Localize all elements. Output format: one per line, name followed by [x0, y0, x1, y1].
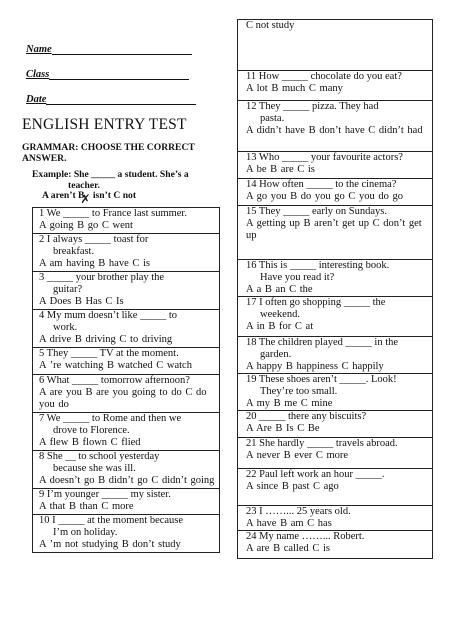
- question-text-continued: work.: [53, 322, 78, 333]
- name-field: [26, 44, 192, 55]
- question-text-continued: drove to Florence.: [53, 425, 130, 436]
- question-text: 17 I often go shopping _____ the: [246, 297, 386, 308]
- example-options-b: isn’t C not: [90, 190, 137, 201]
- question-text: 21 She hardly _____ travels abroad.: [246, 438, 398, 449]
- question-text: 5 They _____ TV at the moment.: [39, 348, 179, 359]
- question-row: [238, 20, 433, 71]
- question-row: [33, 272, 220, 310]
- example-options-a: A aren’t B: [42, 190, 85, 201]
- question-cell: [238, 337, 433, 374]
- question-text: 4 My mum doesn’t like _____ to: [39, 310, 178, 321]
- question-text-continued: weekend.: [260, 309, 300, 320]
- answer-options: A am having B have C is: [39, 258, 150, 269]
- question-text-continued: Have you read it?: [260, 272, 335, 283]
- answer-options: A in B for C at: [246, 321, 314, 332]
- question-text: 15 They _____ early on Sundays.: [246, 206, 387, 217]
- question-text: 9 I’m younger _____ my sister.: [39, 489, 171, 500]
- question-cell: [33, 348, 220, 375]
- answer-options: A that B than C more: [39, 501, 134, 512]
- question-cell: [33, 451, 220, 489]
- answer-options: A go you B do you go C you do go: [246, 191, 404, 202]
- question-row: [238, 411, 433, 438]
- question-cell: [33, 234, 220, 272]
- question-row: [33, 413, 220, 451]
- question-row: [33, 310, 220, 348]
- question-row: [238, 297, 433, 337]
- question-cell: [238, 469, 433, 506]
- question-text: 20 _____ there any biscuits?: [246, 411, 367, 422]
- name-blank-line: [52, 54, 192, 55]
- question-text: 16 This is _____ interesting book.: [246, 260, 390, 271]
- question-row: [238, 469, 433, 506]
- answer-options: A getting up B aren’t get up C don’t get up: [246, 218, 422, 241]
- question-row: [238, 337, 433, 374]
- question-text: 22 Paul left work an hour _____.: [246, 469, 385, 480]
- question-cell: [33, 515, 220, 553]
- question-row: [238, 506, 433, 531]
- question-row: [33, 208, 220, 234]
- question-text: 1 We _____ to France last summer.: [39, 208, 187, 219]
- question-cell: [238, 101, 433, 152]
- question-row: [238, 531, 433, 559]
- question-row: [33, 348, 220, 375]
- question-text: C not study: [246, 20, 295, 31]
- question-cell: [33, 375, 220, 413]
- answer-options: A Are B Is C Be: [246, 423, 320, 434]
- question-text-continued: garden.: [260, 349, 292, 360]
- date-label: Date: [26, 94, 47, 105]
- question-text: 14 How often _____ to the cinema?: [246, 179, 397, 190]
- question-cell: [238, 506, 433, 531]
- question-cell: [238, 411, 433, 438]
- question-row: [33, 234, 220, 272]
- answer-options: A drive B driving C to driving: [39, 334, 173, 345]
- question-row: [33, 489, 220, 515]
- question-row: [238, 179, 433, 206]
- question-cell: [33, 208, 220, 234]
- question-cell: [238, 20, 433, 71]
- question-cell: [238, 179, 433, 206]
- question-cell: [33, 413, 220, 451]
- question-text: 13 Who _____ your favourite actors?: [246, 152, 403, 163]
- right-question-table: [237, 19, 433, 559]
- question-row: [238, 260, 433, 297]
- question-row: [238, 206, 433, 260]
- question-cell: [238, 374, 433, 411]
- question-cell: [33, 489, 220, 515]
- question-row: [33, 451, 220, 489]
- example-question: [32, 170, 222, 202]
- question-cell: [238, 152, 433, 179]
- question-cell: [238, 71, 433, 101]
- question-row: [238, 71, 433, 101]
- answer-options: A ’re watching B watched C watch: [39, 360, 192, 371]
- name-label: Name: [26, 44, 52, 55]
- question-row: [238, 152, 433, 179]
- example-line-2: teacher.: [68, 179, 100, 191]
- question-text: 6 What _____ tomorrow afternoon?: [39, 375, 190, 386]
- question-row: [238, 101, 433, 152]
- question-cell: [238, 297, 433, 337]
- question-cell: [238, 531, 433, 559]
- class-label: Class: [26, 69, 50, 80]
- question-text: 24 My name ……... Robert.: [246, 531, 365, 542]
- answer-options: A a B an C the: [246, 284, 313, 295]
- answer-options: A be B are C is: [246, 164, 315, 175]
- question-text: 11 How _____ chocolate do you eat?: [246, 71, 402, 82]
- answer-options: A since B past C ago: [246, 481, 339, 492]
- question-text: 3 _____ your brother play the: [39, 272, 165, 283]
- question-text-continued: because she was ill.: [53, 463, 136, 474]
- grammar-instruction: GRAMMAR: CHOOSE THE CORRECT ANSWER.: [22, 142, 195, 164]
- class-field: [26, 69, 189, 80]
- answer-options: A didn’t have B don’t have C didn’t had: [246, 125, 423, 136]
- answer-options: A doesn’t go B didn’t go C didn’t going: [39, 475, 215, 486]
- question-text: 12 They _____ pizza. They had: [246, 101, 379, 112]
- question-text-continued: They’re too small.: [260, 386, 338, 397]
- answer-options: A going B go C went: [39, 220, 133, 231]
- question-text-continued: pasta.: [260, 113, 285, 124]
- question-text-continued: guitar?: [53, 284, 83, 295]
- question-text-continued: I’m on holiday.: [53, 527, 118, 538]
- question-text: 19 These shoes aren’t _____. Look!: [246, 374, 397, 385]
- left-question-table: [32, 207, 220, 553]
- question-cell: [238, 260, 433, 297]
- date-blank-line: [46, 104, 196, 105]
- answer-options: A Does B Has C Is: [39, 296, 124, 307]
- answer-options: A have B am C has: [246, 518, 332, 529]
- answer-options: A are B called C is: [246, 543, 331, 554]
- answer-options: A ’m not studying B don’t study: [39, 539, 181, 550]
- question-cell: [33, 272, 220, 310]
- question-text: 10 I _____ at the moment because: [39, 515, 184, 526]
- question-row: [33, 515, 220, 553]
- question-cell: [238, 438, 433, 469]
- question-text: 7 We _____ to Rome and then we: [39, 413, 182, 424]
- question-row: [33, 375, 220, 413]
- question-text-continued: breakfast.: [53, 246, 95, 257]
- question-cell: [33, 310, 220, 348]
- question-text: 18 The children played _____ in the: [246, 337, 399, 348]
- answer-options: A lot B much C many: [246, 83, 343, 94]
- date-field: [26, 94, 196, 105]
- question-text: 8 She __ to school yesterday: [39, 451, 160, 462]
- answer-options: A my B me C mine: [246, 398, 333, 409]
- question-text: 2 I always _____ toast for: [39, 234, 149, 245]
- class-blank-line: [49, 79, 189, 80]
- question-row: [238, 374, 433, 411]
- question-cell: [238, 206, 433, 260]
- answer-options: A happy B happiness C happily: [246, 361, 384, 372]
- answer-options: A are you B are you going to do C do you do: [39, 387, 207, 410]
- page-title: ENGLISH ENTRY TEST: [22, 116, 187, 133]
- answer-options: A flew B flown C flied: [39, 437, 141, 448]
- question-row: [238, 438, 433, 469]
- example-line-1: Example: She _____ a student. She’s a: [32, 169, 189, 180]
- example-options: [32, 191, 222, 202]
- answer-options: A never B ever C more: [246, 450, 349, 461]
- question-text: 23 I ……... 25 years old.: [246, 506, 351, 517]
